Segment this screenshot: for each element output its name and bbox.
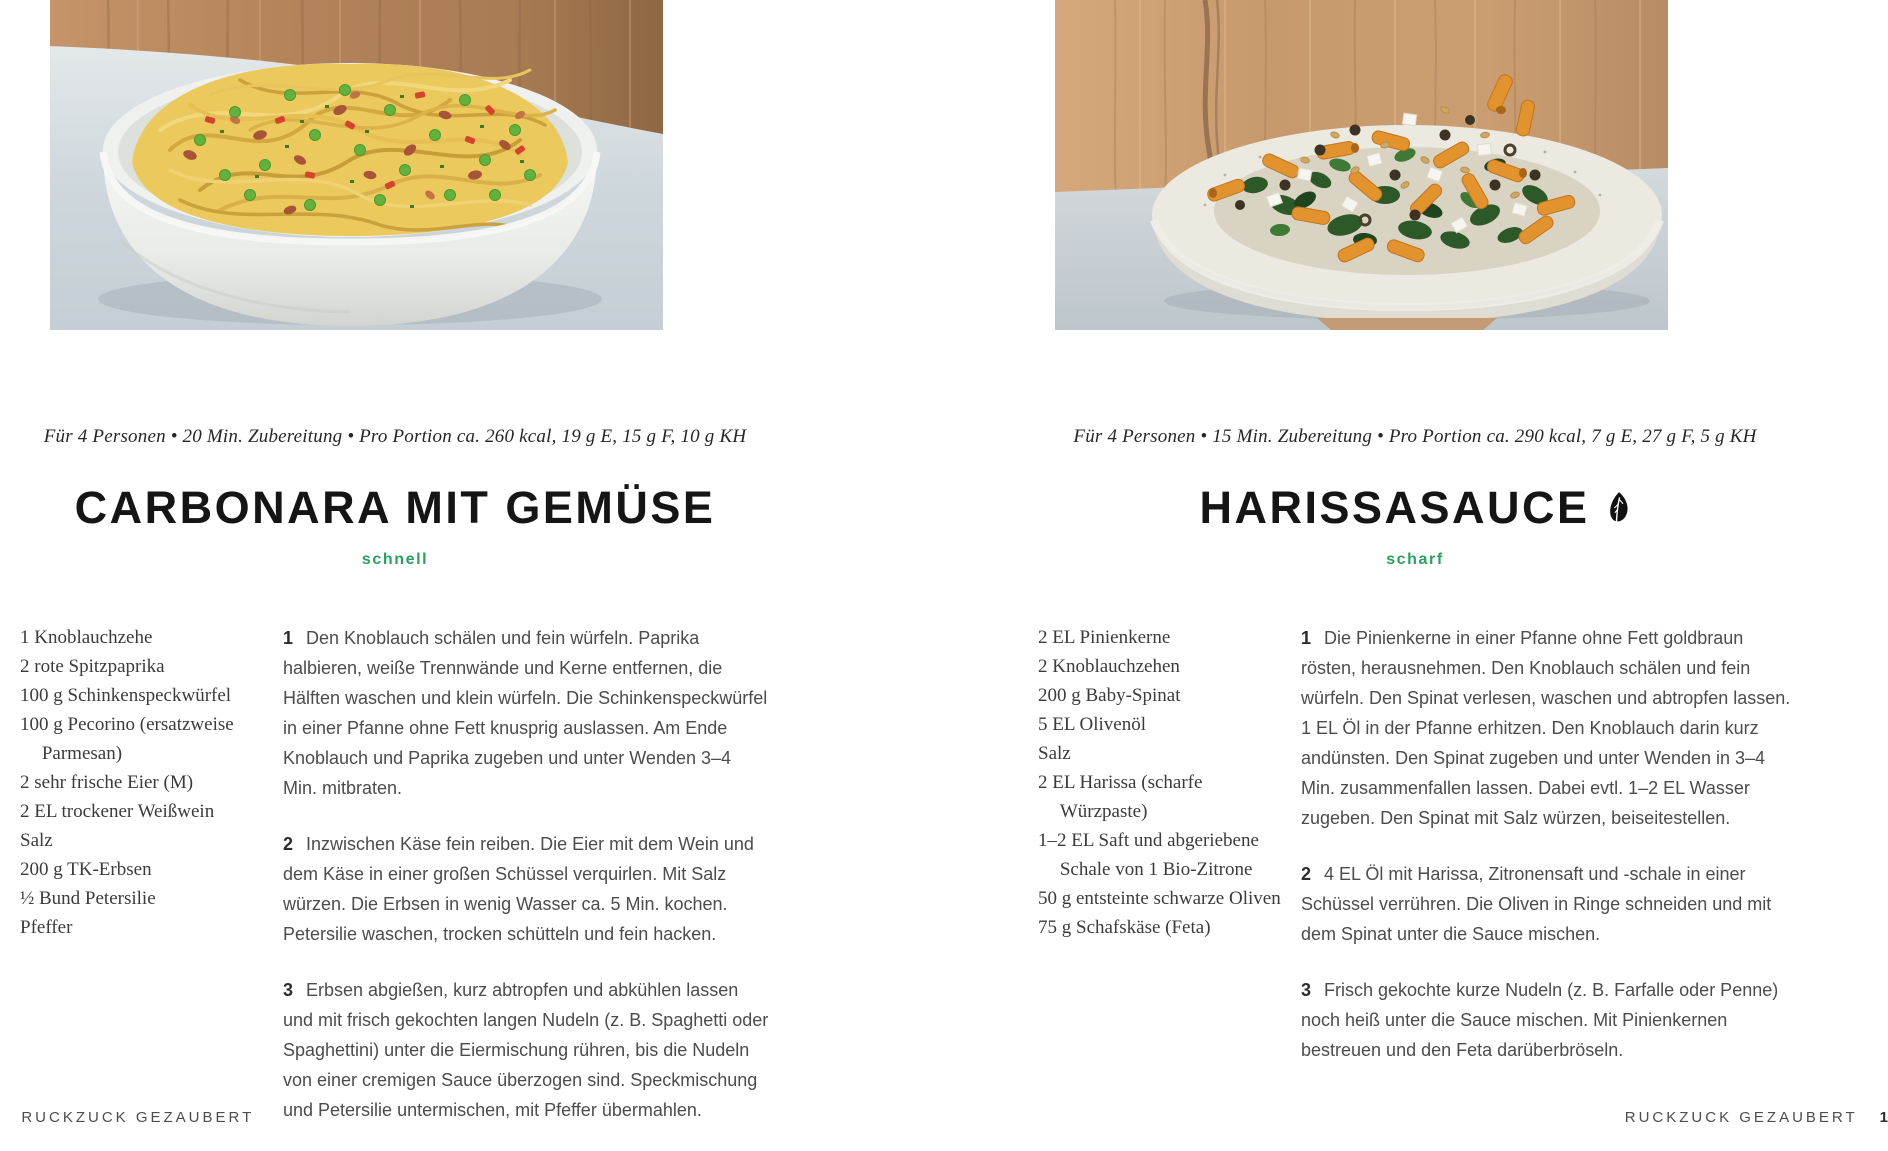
- ingredient-item: 100 g Schinkenspeckwürfel: [20, 685, 232, 706]
- ingredient-item: Salz: [20, 830, 53, 851]
- step-text: Erbsen abgießen, kurz abtropfen und abkühlen lassen und mit frisch gekochten langen Nudeln (z. B. Spaghetti oder Spaghettini) unter die Eiermischung rühren, bis die Nudeln von einer cremigen Sauce überzogen sind. Speckmischung und Petersilie untermischen, mit Pfeffer übermahlen.: [283, 980, 769, 1120]
- recipe-meta: Für 4 Personen • 15 Min. Zubereitung • Pro Portion ca. 290 kcal, 7 g E, 27 g F, 5 g KH: [1073, 426, 1757, 447]
- step-number: 2: [1301, 864, 1312, 884]
- ingredient-item: Pfeffer: [20, 917, 73, 938]
- recipe-body: [20, 623, 770, 1151]
- carbonara-dish-photo: [50, 0, 663, 330]
- step-text: Die Pinienkerne in einer Pfanne ohne Fett goldbraun rösten, herausnehmen. Den Knoblauch schälen und fein würfeln. Den Spinat verlesen, waschen und abtropfen lassen. 1 EL Öl in der Pfanne erhitzen. Den Knoblauch darin kurz andünsten. Den Spinat zugeben und unter Wenden in 3–4 Min. zusammenfallen lassen. Dabei evtl. 1–2 EL Wasser zugeben. Den Spinat mit Salz würzen, beiseitestellen.: [1301, 628, 1791, 828]
- recipe-page-carbonara: [0, 0, 940, 1140]
- recipe-tag: schnell: [361, 551, 429, 568]
- leaf-icon: [1605, 491, 1631, 525]
- harissa-dish-photo: [1055, 0, 1668, 330]
- step-text: 4 EL Öl mit Harissa, Zitronensaft und -schale in einer Schüssel verrühren. Die Oliven in Ringe schneiden und mit dem Spinat unter die Sauce mischen.: [1301, 864, 1772, 944]
- page-footer: [0, 1109, 1888, 1126]
- step-number: 3: [283, 980, 294, 1000]
- ingredient-item: 75 g Schafskäse (Feta): [1038, 917, 1211, 938]
- ingredient-item: 1–2 EL Saft und abgeriebene Schale von 1 Bio-Zitrone: [1038, 830, 1259, 880]
- ingredient-item: 2 rote Spitzpaprika: [20, 656, 165, 677]
- ingredients-list: [20, 623, 270, 1151]
- recipe-meta: Für 4 Personen • 20 Min. Zubereitung • Pro Portion ca. 260 kcal, 19 g E, 15 g F, 10 g KH: [43, 426, 747, 447]
- ingredient-item: 2 EL Pinienkerne: [1038, 627, 1171, 648]
- ingredient-item: 1 Knoblauchzehe: [20, 627, 153, 648]
- instruction-step: [283, 623, 770, 803]
- step-text: Den Knoblauch schälen und fein würfeln. Paprika halbieren, weiße Trennwände und Kerne entfernen, die Hälften waschen und klein würfeln. Die Schinkenspeckwürfel in einer Pfanne ohne Fett knusprig auslassen. Am Ende Knoblauch und Paprika zugeben und unter Wenden 3–4 Min. mitbraten.: [283, 628, 768, 798]
- running-title-left: RUCKZUCK GEZAUBERT: [21, 1109, 255, 1126]
- ingredient-item: 2 Knoblauchzehen: [1038, 656, 1180, 677]
- ingredient-item: 100 g Pecorino (ersatzweise Parmesan): [20, 714, 234, 764]
- instructions-list: [1301, 623, 1792, 1091]
- recipe-page-harissasauce: [940, 0, 1880, 1140]
- instruction-step: [283, 829, 770, 949]
- ingredients-list: [1038, 623, 1288, 1091]
- step-number: 2: [283, 834, 294, 854]
- instructions-list: [283, 623, 770, 1151]
- ingredient-item: Salz: [1038, 743, 1071, 764]
- footer-left: [0, 1109, 254, 1126]
- step-number: 1: [1301, 628, 1312, 648]
- recipe-title: [20, 482, 770, 534]
- instruction-step: [1301, 859, 1792, 949]
- ingredient-item: ½ Bund Petersilie: [20, 888, 156, 909]
- instruction-step: [283, 975, 770, 1125]
- penne-plate-illustration: [1055, 0, 1668, 330]
- step-number: 3: [1301, 980, 1312, 1000]
- step-text: Inzwischen Käse fein reiben. Die Eier mit dem Wein und dem Käse in einer großen Schüssel verquirlen. Mit Salz würzen. Die Erbsen in wenig Wasser ca. 5 Min. kochen. Petersilie waschen, trocken schütteln und fein hacken.: [283, 834, 754, 944]
- ingredient-item: 2 EL trockener Weißwein: [20, 801, 215, 822]
- ingredient-item: 200 g TK-Erbsen: [20, 859, 152, 880]
- instruction-step: [1301, 975, 1792, 1065]
- running-title-right: RUCKZUCK GEZAUBERT: [1624, 1109, 1858, 1126]
- recipe-tag: scharf: [1386, 551, 1444, 568]
- ingredient-item: 2 EL Harissa (scharfe Würzpaste): [1038, 772, 1203, 822]
- recipe-title-text: HARISSASAUCE: [1199, 482, 1590, 533]
- step-number: 1: [283, 628, 294, 648]
- spaghetti-bowl-illustration: [50, 0, 663, 330]
- recipe-title-text: CARBONARA MIT GEMÜSE: [74, 482, 716, 533]
- recipe-title: [1038, 482, 1792, 534]
- instruction-step: [1301, 623, 1792, 833]
- page-number-right: 1: [1879, 1109, 1888, 1126]
- ingredient-item: 5 EL Olivenöl: [1038, 714, 1146, 735]
- ingredient-item: 2 sehr frische Eier (M): [20, 772, 194, 793]
- step-text: Frisch gekochte kurze Nudeln (z. B. Farfalle oder Penne) noch heiß unter die Sauce mischen. Mit Pinienkernen bestreuen und den Feta darüberbröseln.: [1301, 980, 1779, 1060]
- ingredient-item: 50 g entsteinte schwarze Oliven: [1038, 888, 1281, 909]
- ingredient-item: 200 g Baby-Spinat: [1038, 685, 1181, 706]
- recipe-body: [1038, 623, 1792, 1091]
- footer-right: [1625, 1109, 1888, 1126]
